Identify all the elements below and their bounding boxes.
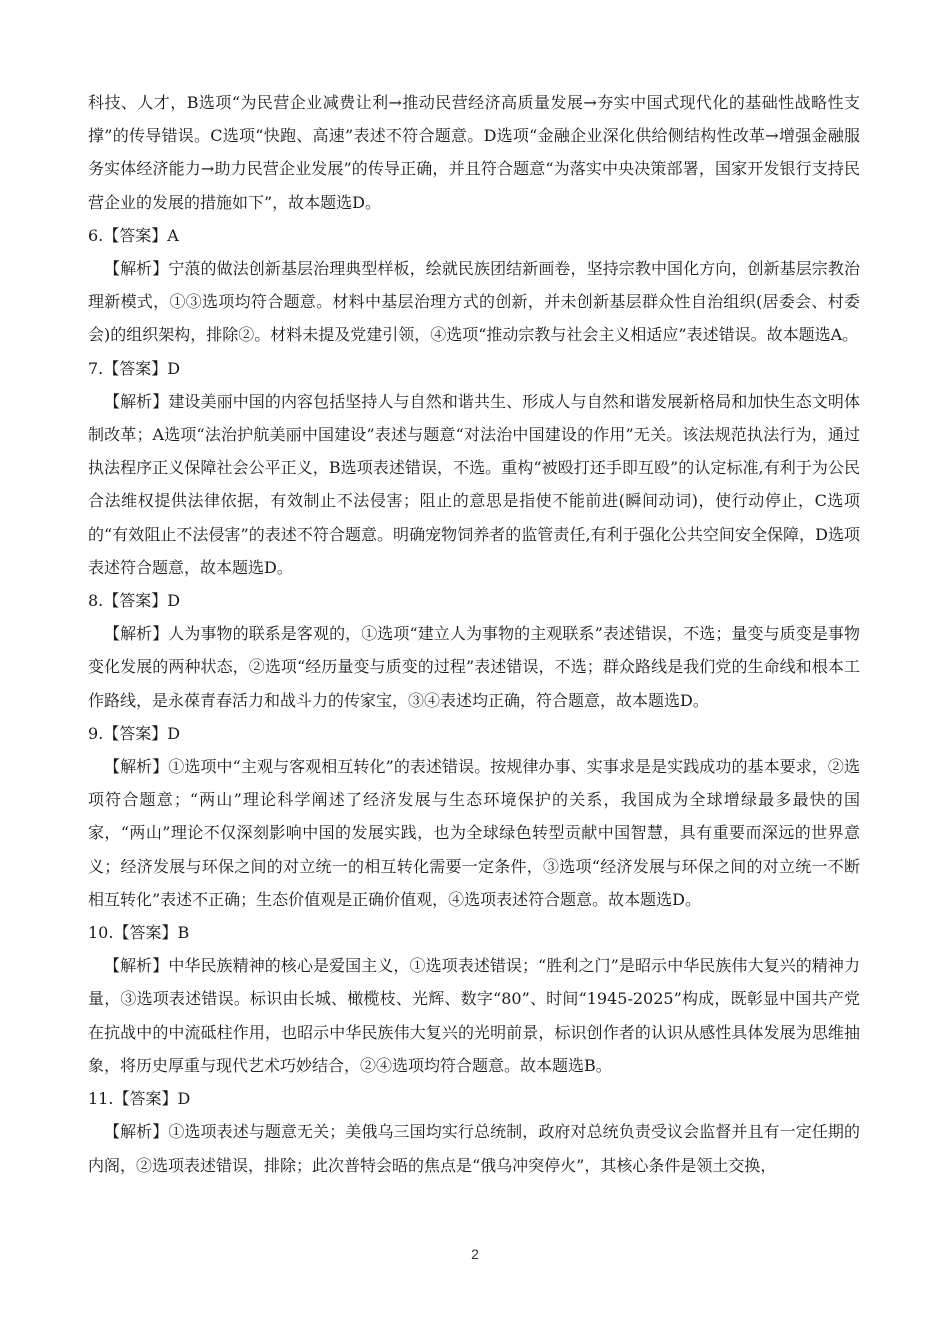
answer-line-7: 7.【答案】D bbox=[88, 358, 181, 378]
page-number: 2 bbox=[471, 1246, 479, 1262]
answer-line-9: 9.【答案】D bbox=[88, 723, 181, 743]
analysis-paragraph-8: 【解析】人为事物的联系是客观的，①选项“建立人为事物的主观联系”表述错误，不选；量变与质变是事物变化发展的两种状态，②选项“经历量变与质变的过程”表述错误，不选；群众路线是我们党的生命线和根本工作路线，是永葆青春活力和战斗力的传家宝，③④表述均正确，符合题意，故本题选D。 bbox=[88, 624, 860, 710]
answer-line-6: 6.【答案】A bbox=[88, 225, 179, 245]
analysis-paragraph-10: 【解析】中华民族精神的核心是爱国主义，①选项表述错误；“胜利之门”是昭示中华民族伟大复兴的精神力量，③选项表述错误。标识由长城、橄榄枝、光辉、数字“80”、时间“1945-2025”构成，既彰显中国共产党在抗战中的中流砥柱作用，也昭示中华民族伟大复兴的光明前景，标识创作者的认识从感性具体发展为思维抽象，将历史厚重与现代艺术巧妙结合，②④选项均符合题意。故本题选B。 bbox=[88, 956, 860, 1075]
analysis-paragraph-9: 【解析】①选项中“主观与客观相互转化”的表述错误。按规律办事、实事求是是实践成功的基本要求，②选项符合题意；“两山”理论科学阐述了经济发展与生态环境保护的关系，我国成为全球增绿最多最快的国家，“两山”理论不仅深刻影响中国的发展实践，也为全球绿色转型贡献中国智慧，具有重要而深远的世界意义；经济发展与环保之间的对立统一的相互转化需要一定条件，③选项“经济发展与环保之间的对立统一不断相互转化”表述不正确；生态价值观是正确价值观，④选项表述符合题意。故本题选D。 bbox=[88, 757, 860, 909]
analysis-paragraph-7: 【解析】建设美丽中国的内容包括坚持人与自然和谐共生、形成人与自然和谐发展新格局和加快生态文明体制改革；A选项“法治护航美丽中国建设”表述与题意“对法治中国建设的作用”无关。该法规范执法行为，通过执法程序正义保障社会公平正义，B选项表述错误，不选。重构“被殴打还手即互殴”的认定标准,有利于为公民合法维权提供法律依据，有效制止不法侵害；阻止的意思是指使不能前进(瞬间动词)，使行动停止，C选项的“有效阻止不法侵害”的表述不符合题意。明确宠物饲养者的监管责任,有利于强化公共空间安全保障，D选项表述符合题意，故本题选D。 bbox=[88, 391, 860, 577]
answer-line-8: 8.【答案】D bbox=[88, 591, 181, 611]
continuation-paragraph: 科技、人才，B选项“为民营企业减费让利→推动民营经济高质量发展→夯实中国式现代化的基础性战略性支撑”的传导错误。C选项“快跑、高速”表述不符合题意。D选项“金融企业深化供给侧结构性改革→增强金融服务实体经济能力→助力民营企业发展”的传导正确，并且符合题意“为落实中央决策部署，国家开发银行支持民营企业的发展的措施如下”，故本题选D。 bbox=[88, 93, 860, 212]
analysis-paragraph-6: 【解析】宁蒗的做法创新基层治理典型样板，绘就民族团结新画卷，坚持宗教中国化方向，创新基层宗教治理新模式，①③选项均符合题意。材料中基层治理方式的创新，并未创新基层群众性自治组织(居委会、村委会)的组织架构，排除②。材料未提及党建引领，④选项“推动宗教与社会主义相适应”表述错误。故本题选A。 bbox=[88, 259, 860, 345]
answer-line-10: 10.【答案】B bbox=[88, 923, 190, 943]
answer-line-11: 11.【答案】D bbox=[88, 1089, 191, 1109]
document-body bbox=[88, 86, 860, 1182]
analysis-paragraph-11: 【解析】①选项表述与题意无关；美俄乌三国均实行总统制，政府对总统负责受议会监督并且有一定任期的内阁，②选项表述错误，排除；此次普特会晤的焦点是“俄乌冲突停火”，其核心条件是领土交换， bbox=[88, 1122, 860, 1175]
